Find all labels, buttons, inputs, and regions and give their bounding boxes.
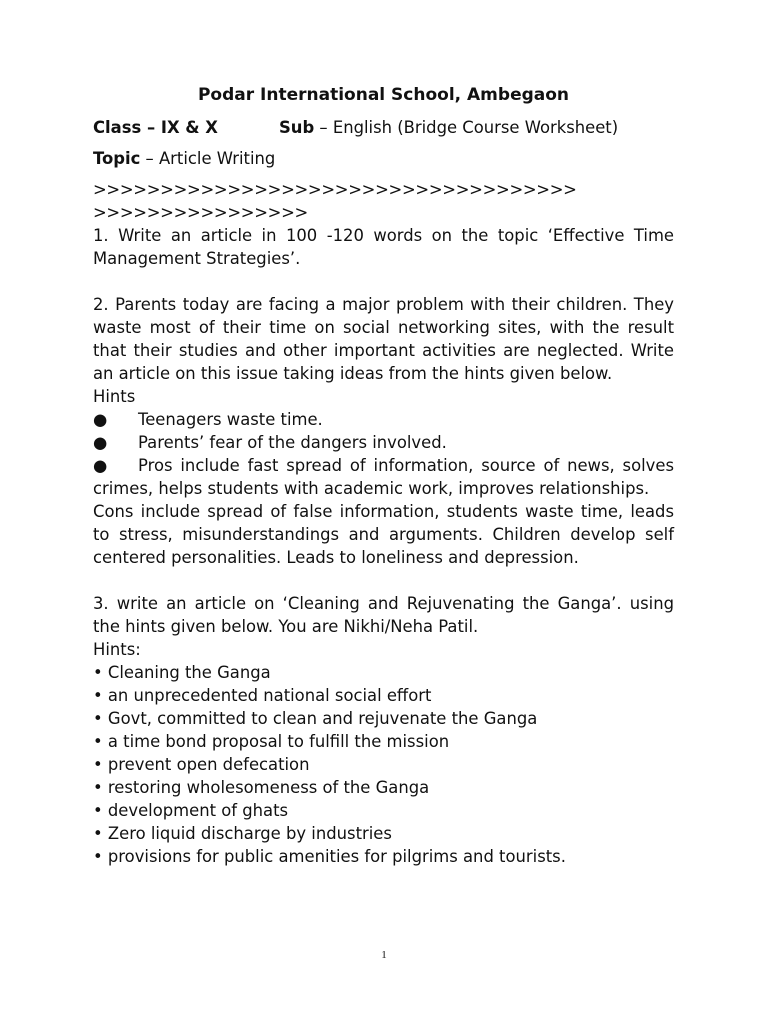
topic-dash: – — [140, 149, 159, 168]
q2-hints-label: Hints — [93, 387, 136, 406]
class-label: Class — [93, 118, 142, 137]
sub-label: Sub — [279, 118, 315, 137]
q3-hint-text: Cleaning the Ganga — [107, 663, 271, 682]
q3-hint-item — [93, 822, 674, 845]
bullet-icon: ● — [93, 433, 108, 452]
bullet-icon: • — [93, 663, 103, 682]
q3-hint-text: Govt, committed to clean and rejuvenate the Ganga — [107, 709, 538, 728]
bullet-icon: • — [93, 755, 103, 774]
subject-group — [279, 116, 618, 139]
bullet-icon: • — [93, 824, 103, 843]
school-title: Podar International School, Ambegaon — [197, 85, 570, 105]
bullet-icon: • — [93, 709, 103, 728]
class-dash: – — [141, 118, 161, 137]
q2-hint-text: Parents’ fear of the dangers involved. — [138, 433, 447, 452]
spacer — [93, 569, 674, 592]
question-3: 3. write an article on ‘Cleaning and Rejuvenating the Ganga’. using the hints given below. You are Nikhi/Neha Patil. — [93, 594, 674, 636]
q3-hint-text: restoring wholesomeness of the Ganga — [107, 778, 430, 797]
q2-hint-item — [93, 431, 674, 454]
q3-hints-label: Hints: — [93, 640, 141, 659]
sub-value: English (Bridge Course Worksheet) — [332, 118, 619, 137]
q2-cons: Cons include spread of false information, students waste time, leads to stress, misunderstandings and arguments. Children develop self centered personalities. Leads to loneliness and depression. — [93, 502, 674, 567]
q3-hint-text: a time bond proposal to fulfill the mission — [107, 732, 450, 751]
bullet-icon: ● — [93, 456, 108, 475]
q3-hint-item — [93, 799, 674, 822]
bullet-icon: • — [93, 778, 103, 797]
q3-hint-item — [93, 753, 674, 776]
spacer — [93, 270, 674, 293]
class-subject-row — [93, 116, 674, 141]
bullet-icon: • — [93, 686, 103, 705]
q3-hint-text: Zero liquid discharge by industries — [107, 824, 392, 843]
q2-hint-text: Teenagers waste time. — [138, 410, 323, 429]
q3-hint-text: an unprecedented national social effort — [107, 686, 432, 705]
q3-hint-item — [93, 684, 674, 707]
q3-hint-text: prevent open defecation — [107, 755, 310, 774]
q3-hint-item — [93, 776, 674, 799]
bullet-icon: • — [93, 801, 103, 820]
q3-hint-item — [93, 845, 674, 868]
worksheet-page — [93, 84, 674, 868]
bullet-icon: • — [93, 847, 103, 866]
topic-row — [93, 147, 674, 172]
separator-line-2: >>>>>>>>>>>>>>>> — [93, 203, 308, 222]
q3-hint-item — [93, 730, 674, 753]
q2-hint-item-pros — [93, 454, 674, 500]
q3-hint-item — [93, 707, 674, 730]
question-1: 1. Write an article in 100 -120 words on the topic ‘Effective Time Management Strategies’. — [93, 226, 674, 268]
q3-hint-item — [93, 661, 674, 684]
q2-hint-text: Pros include fast spread of information, source of news, solves crimes, helps students with academic work, improves relationships. — [93, 456, 674, 498]
topic-label: Topic — [93, 149, 141, 168]
q3-hint-text: development of ghats — [107, 801, 289, 820]
bullet-icon: ● — [93, 410, 108, 429]
page-number: 1 — [381, 949, 387, 961]
q2-hint-item — [93, 408, 674, 431]
separator-line-1: >>>>>>>>>>>>>>>>>>>>>>>>>>>>>>>>>>>> — [93, 180, 577, 199]
class-value: IX & X — [160, 118, 218, 137]
bullet-icon: • — [93, 732, 103, 751]
sub-dash: – — [314, 118, 333, 137]
topic-value: Article Writing — [158, 149, 276, 168]
question-2: 2. Parents today are facing a major problem with their children. They waste most of their time on social networking sites, with the result that their studies and other important activities are neglected. Write an article on this issue taking ideas from the hints given below. — [93, 295, 674, 383]
q3-hint-text: provisions for public amenities for pilgrims and tourists. — [107, 847, 566, 866]
